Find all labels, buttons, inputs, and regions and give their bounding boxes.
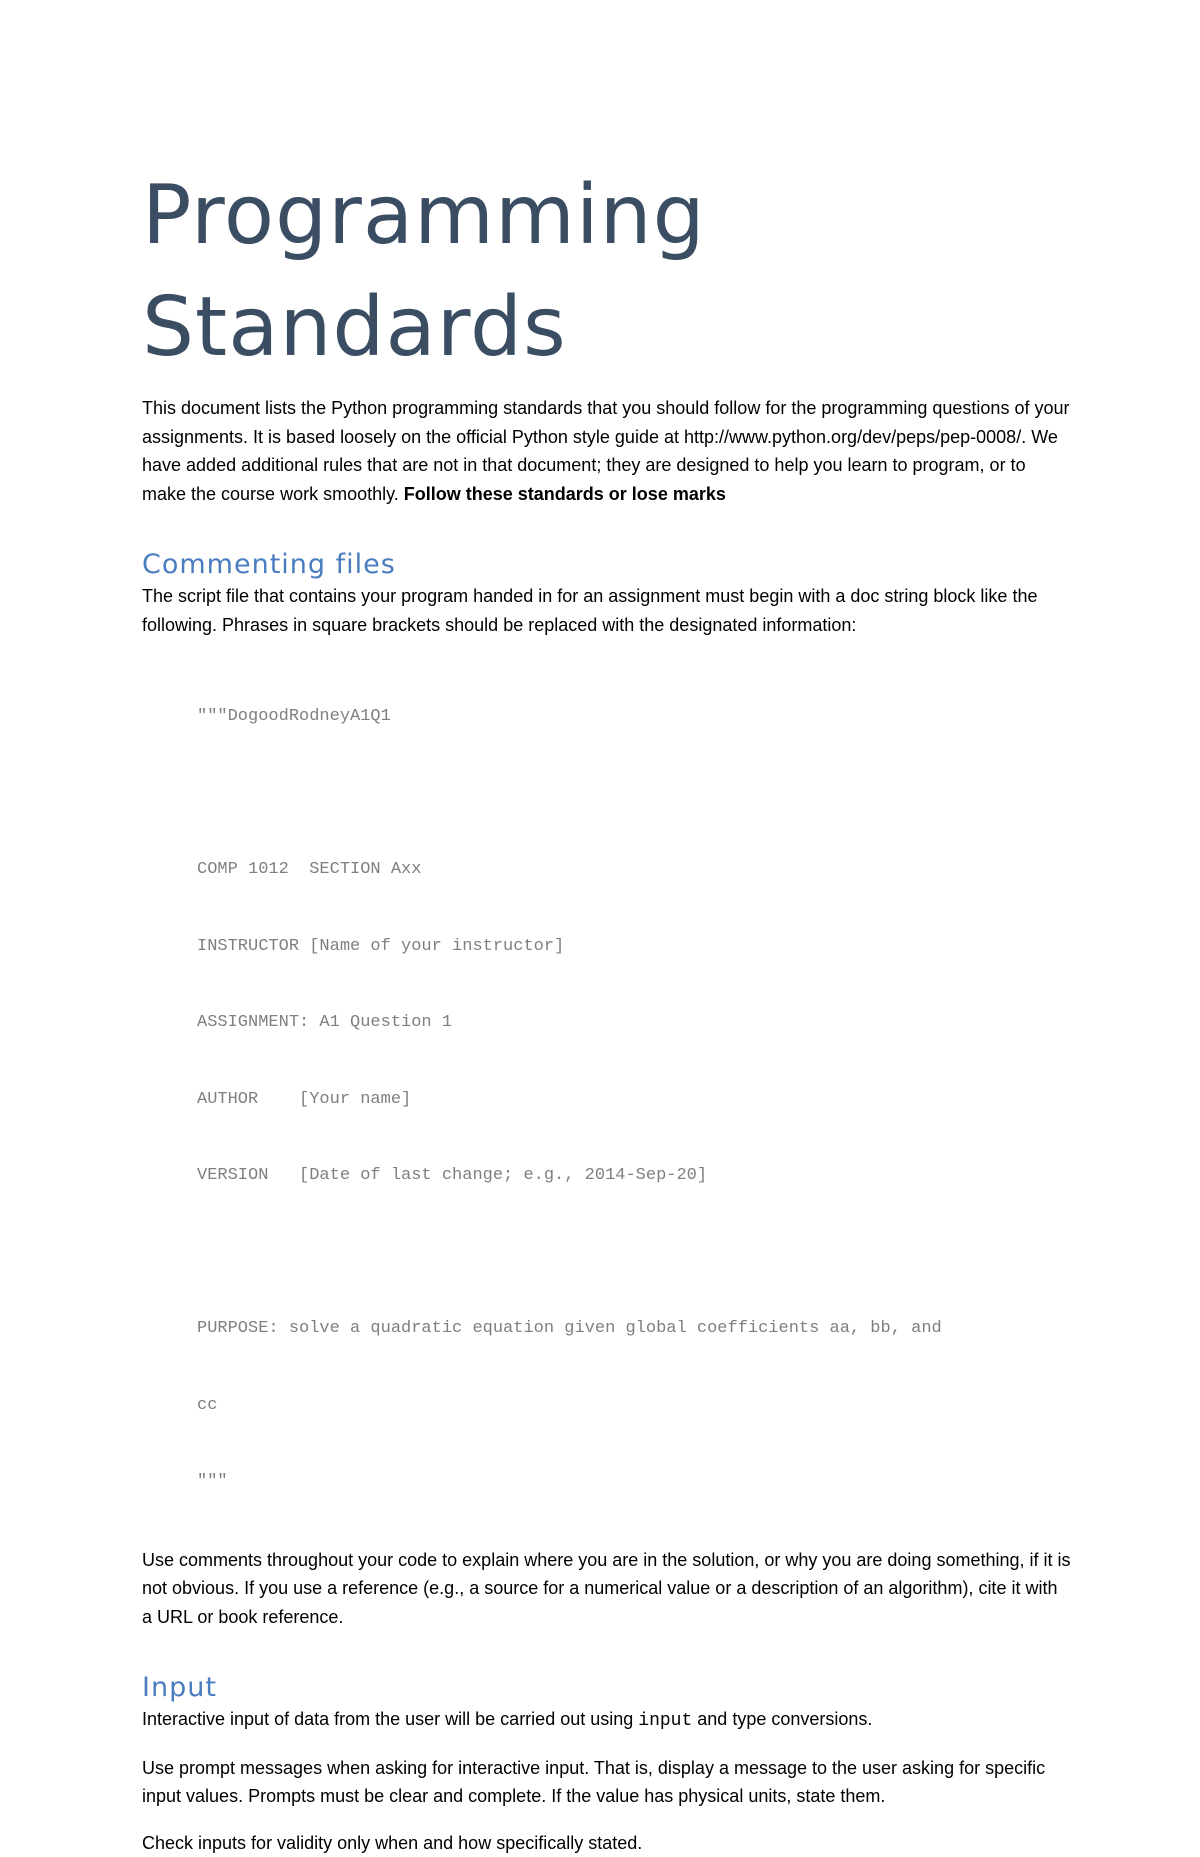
- code-line: AUTHOR [Your name]: [197, 1087, 1072, 1113]
- input-paragraph-2: Use prompt messages when asking for interactive input. That is, display a message to the user asking for specific input values. Prompts must be clear and complete. If the value has physical units, state them.: [142, 1754, 1072, 1811]
- code-line: [197, 781, 1072, 807]
- code-line: """: [197, 1469, 1072, 1495]
- title-line-1: Programming: [142, 160, 1072, 272]
- input-function-code: input: [638, 1711, 692, 1731]
- docstring-code-block: [197, 653, 1072, 1546]
- intro-text: This document lists the Python programming standards that you should follow for the programming questions of your assignments. It is based loosely on the official Python style guide at http://www.python.org/dev/peps/pep-0008/. We have added additional rules that are not in that document; they are designed to help you learn to program, or to make the course work smoothly.: [142, 398, 1069, 504]
- input-paragraph-3: Check inputs for validity only when and how specifically stated.: [142, 1829, 1072, 1857]
- document-title: [142, 160, 1072, 384]
- code-line: COMP 1012 SECTION Axx: [197, 857, 1072, 883]
- code-line: cc: [197, 1393, 1072, 1419]
- code-line: ASSIGNMENT: A1 Question 1: [197, 1010, 1072, 1036]
- code-line: INSTRUCTOR [Name of your instructor]: [197, 934, 1072, 960]
- input-paragraph-1: [142, 1705, 1072, 1736]
- code-line: VERSION [Date of last change; e.g., 2014-Sep-20]: [197, 1163, 1072, 1189]
- section-heading-commenting-files: Commenting files: [142, 548, 1072, 582]
- input-p1-after: and type conversions.: [692, 1709, 872, 1729]
- commenting-intro-paragraph: The script file that contains your program handed in for an assignment must begin with a doc string block like the following. Phrases in square brackets should be replaced with the designated information:: [142, 582, 1072, 639]
- section-heading-input: Input: [142, 1671, 1072, 1705]
- title-line-2: Standards: [142, 272, 1072, 384]
- code-line: [197, 1240, 1072, 1266]
- code-line: PURPOSE: solve a quadratic equation given global coefficients aa, bb, and: [197, 1316, 1072, 1342]
- commenting-after-paragraph: Use comments throughout your code to explain where you are in the solution, or why you are doing something, if it is not obvious. If you use a reference (e.g., a source for a numerical value or a description of an algorithm), cite it with a URL or book reference.: [142, 1546, 1072, 1632]
- input-p1-before: Interactive input of data from the user will be carried out using: [142, 1709, 638, 1729]
- code-line: """DogoodRodneyA1Q1: [197, 704, 1072, 730]
- intro-bold-warning: Follow these standards or lose marks: [404, 484, 726, 504]
- intro-paragraph: [142, 394, 1072, 508]
- document-page: [142, 160, 1072, 1857]
